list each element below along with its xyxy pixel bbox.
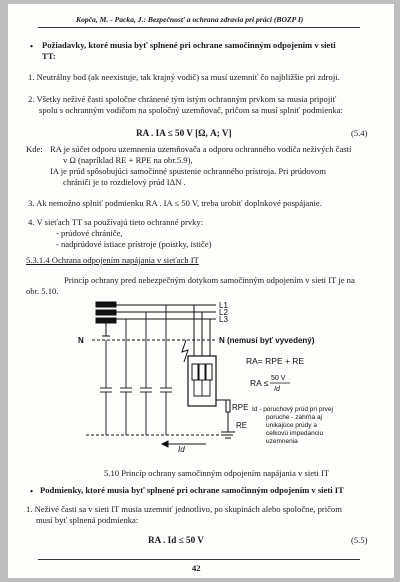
legend-line-1: Id - poruchový prúd pri prvej [252,406,333,413]
tt-item-3: 3. Ak nemožno splniť podmienku RA . IA ≤ 50 V, treba urobiť doplnkové pospájanie. [28,198,322,208]
section-heading-it-conditions: Podmienky, ktoré musia byť splnené pri ochrane samočinným odpojením v sieti IT [40,485,344,495]
equation-ra-sum: RA= RPE + RE [246,356,305,366]
kde-ra-definition-cont: v Ω (napríklad RE + RPE na obr.5.9), [63,155,193,165]
label-re: RE [236,421,248,430]
tt-item-4: 4. V sieťach TT sa používajú tieto ochranné prvky: [28,217,204,227]
label-l2: L2 [219,308,228,317]
section-heading-tt-cont: TT: [42,51,56,61]
label-n-left: N [78,336,84,345]
bullet: • [30,41,34,51]
tt-item-1: 1. Neutrálny bod (ak neexistuje, tak krajný vodič) sa musí uzemniť čo najbližšie pri zdroji. [28,72,340,82]
label-n-note: N (nemusí byť vyvedený) [219,336,315,345]
subsection-heading-it: 5.3.1.4 Ochrana odpojením napájania v sieťach IT [26,255,199,265]
it-paragraph-cont: obr. 5.10. [26,286,59,296]
legend-line-4: celkovú impedanciu [266,430,324,437]
page-number: 42 [192,563,201,573]
legend-line-5: uzemnenia [266,438,298,445]
equation-fraction-den: Id [274,386,280,393]
formula-5-4: RA . IA ≤ 50 V [Ω, A; V] [136,128,232,138]
transformer-top [96,302,116,307]
formula-number-5-5: (5.5) [351,535,368,545]
tt-item-2-cont: spolu s ochranným vodičom na spoločný uzemňovač, pričom sa musí splniť podmienka: [39,105,343,115]
kde-ra-definition: RA je súčet odporu uzemnenia uzemňovača a odporu ochranného vodiča neživých častí [50,144,352,154]
label-l3: L3 [219,315,228,324]
label-id: Id [178,445,185,454]
it-condition-1: 1. Neživé časti sa v sieti IT musia uzemniť jednotlivo, po skupinách alebo spoločne, pričom [26,504,342,514]
document-page [8,4,394,578]
it-condition-1-cont: musí byť splnená podmienka: [36,515,139,525]
tt-item-4-sub1: - prúdové chrániče, [56,228,123,238]
section-heading-tt: Požiadavky, ktoré musia byť splnené pri ochrane samočinným odpojením v sieti [42,40,336,50]
transformer-bottom [96,318,116,323]
label-l1: L1 [219,301,228,310]
formula-number-5-4: (5.4) [351,128,368,138]
legend-line-3: unikajúce prúdy a [266,422,317,429]
figure-caption: 5.10 Princíp ochrany samočinným odpojením napájania v sieti IT [104,468,330,478]
equation-ra-limit: RA ≤ [250,378,269,388]
transformer-mid [96,310,116,315]
running-header: Kopča, M. - Packa, J.: Bezpečnosť a ochrana zdravia pri práci (BOZP I) [76,15,304,24]
it-paragraph: Princíp ochrany pred nebezpečným dotykom samočinným odpojením v sieti IT je na [64,275,355,285]
legend-line-2: poruche - zahŕňa aj [266,414,323,421]
tt-item-4-sub2: - nadprúdové istiace prístroje (poistky, ističe) [56,239,212,249]
header-rule [38,27,360,28]
it-network-diagram [66,300,346,464]
kde-ia-definition: IA je prúd spôsobujúci samočinné spustenie ochranného prístroja. Pri prúdovom [50,166,326,176]
tt-item-2: 2. Všetky neživé časti spoločne chránené tým istým ochranným prvkom sa musia pripojiť [28,94,337,104]
footer-rule [38,559,360,560]
kde-label: Kde: [26,144,43,154]
bullet: • [30,486,34,496]
label-rpe: RPE [232,403,249,412]
equation-fraction-num: 50 V [271,375,286,382]
kde-ia-definition-cont: chrániči je to rozdielový prúd IΔN . [63,177,186,187]
formula-5-5: RA . Id ≤ 50 V [148,535,204,545]
